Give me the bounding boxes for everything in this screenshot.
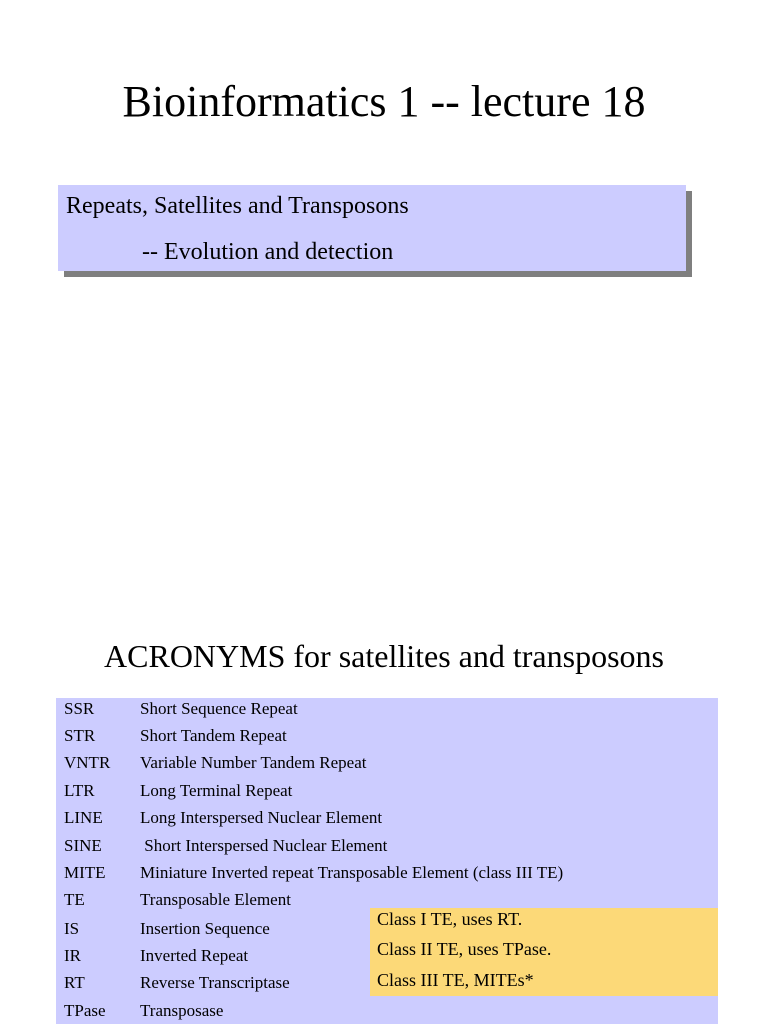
acronym-abbr: STR	[64, 726, 96, 745]
acronym-abbr: RT	[64, 973, 85, 992]
class-note-3: Class III TE, MITEs*	[377, 970, 534, 990]
slide-title: Bioinformatics 1 -- lecture 18	[122, 77, 646, 126]
subtitle-line-1: Repeats, Satellites and Transposons	[66, 193, 409, 219]
acronym-definition: Insertion Sequence	[140, 919, 270, 938]
acronym-definition: Short Tandem Repeat	[140, 726, 287, 745]
acronym-definition: Miniature Inverted repeat Transposable Element (class III TE)	[140, 863, 564, 882]
subtitle-line-2: -- Evolution and detection	[142, 239, 394, 265]
acronym-abbr: LTR	[64, 781, 95, 800]
acronym-abbr: SINE	[64, 836, 102, 855]
subtitle-box	[58, 185, 686, 271]
acronym-abbr: IS	[64, 919, 80, 938]
acronym-abbr: TE	[64, 890, 85, 909]
acronym-definition: Transposable Element	[140, 890, 291, 909]
acronym-definition: Short Interspersed Nuclear Element	[140, 836, 388, 855]
acronym-definition: Reverse Transcriptase	[140, 973, 290, 992]
acronym-definition: Long Terminal Repeat	[140, 781, 293, 800]
class-note-2: Class II TE, uses TPase.	[377, 939, 552, 959]
acronym-abbr: TPase	[64, 1001, 106, 1020]
acronym-abbr: LINE	[64, 808, 103, 827]
acronym-definition: Variable Number Tandem Repeat	[140, 753, 367, 772]
acronym-abbr: VNTR	[64, 753, 111, 772]
class-note-1: Class I TE, uses RT.	[377, 909, 523, 929]
te-class-notes	[370, 908, 718, 996]
acronym-definition: Inverted Repeat	[140, 946, 249, 965]
acronym-definition: Long Interspersed Nuclear Element	[140, 808, 383, 827]
acronym-definition: Transposase	[140, 1001, 224, 1020]
acronym-abbr: SSR	[64, 699, 95, 718]
acronym-abbr: MITE	[64, 863, 106, 882]
acronym-definition: Short Sequence Repeat	[140, 699, 298, 718]
acronym-abbr: IR	[64, 946, 81, 965]
acronyms-title: ACRONYMS for satellites and transposons	[104, 638, 664, 674]
